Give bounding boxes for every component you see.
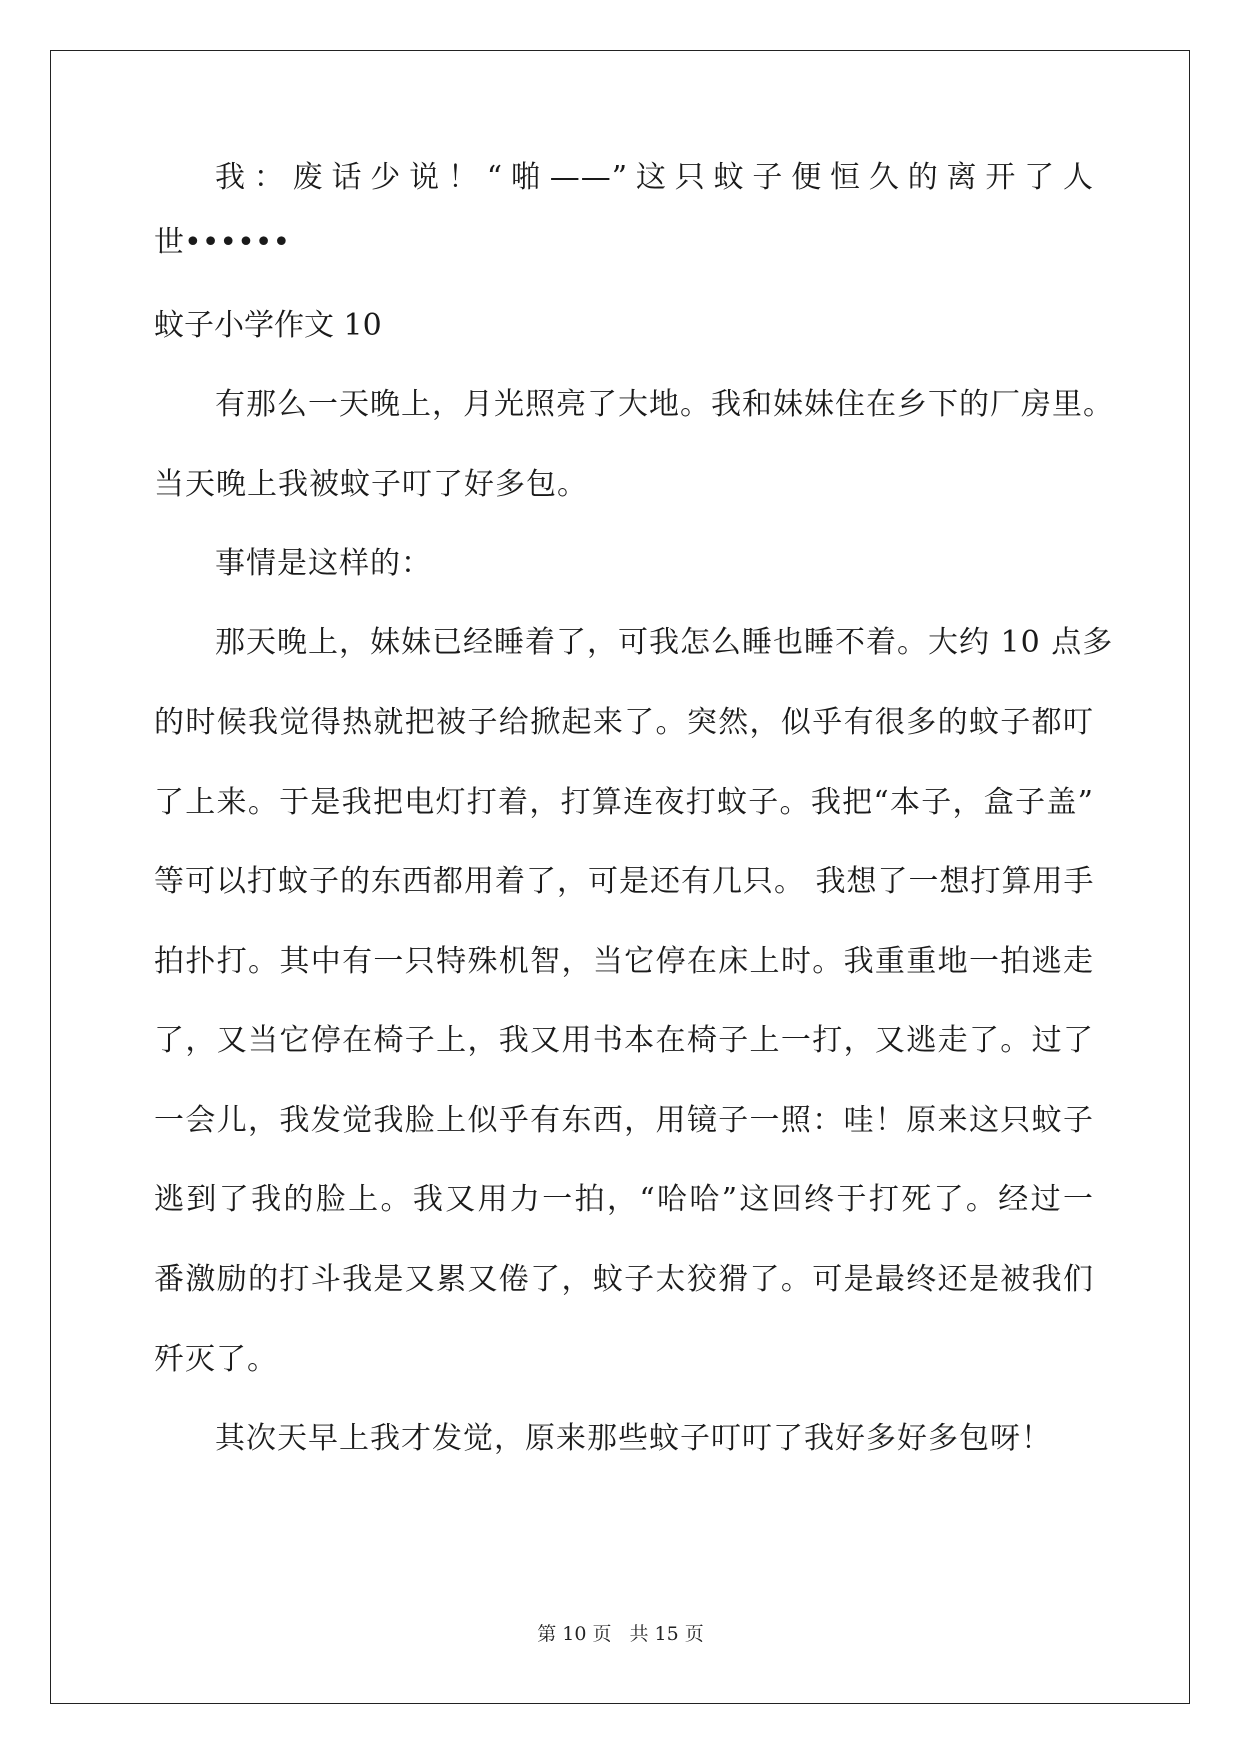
text-line: 番激励的打斗我是又累又倦了，蚊子太狡猾了。可是最终还是被我们 [154,1262,1094,1297]
text-line: 一会儿，我发觉我脸上似乎有东西，用镜子一照：哇！原来这只蚊子 [154,1103,1094,1138]
text-line: 有那么一天晚上，月光照亮了大地。我和妹妹住在乡下的厂房里。 [215,387,1114,422]
text-line: 世•••••• [154,225,291,260]
text-line: 那天晚上，妹妹已经睡着了，可我怎么睡也睡不着。大约 10 点多 [215,625,1114,660]
text-line: 逃到了我的脸上。我又用力一拍，“哈哈”这回终于打死了。经过一 [154,1182,1094,1217]
text-line: 等可以打蚊子的东西都用着了，可是还有几只。 我想了一想打算用手 [154,864,1095,899]
text-line: 我：废话少说！“啪——”这只蚊子便恒久的离开了人 [215,160,1094,195]
text-line: 其次天早上我才发觉，原来那些蚊子叮叮了我好多好多包呀！ [215,1421,1052,1456]
page-footer [0,1622,1241,1646]
text-line: 了，又当它停在椅子上，我又用书本在椅子上一打，又逃走了。过了 [154,1023,1094,1058]
text-line: 歼灭了。 [154,1342,278,1377]
text-line: 了上来。于是我把电灯打着，打算连夜打蚊子。我把“本子，盒子盖” [154,785,1094,820]
text-line: 拍扑打。其中有一只特殊机智，当它停在床上时。我重重地一拍逃走 [154,944,1094,979]
text-line: 事情是这样的： [215,546,432,581]
page-number-total: 共 15 页 [629,1623,704,1645]
section-heading: 蚊子小学作文 10 [154,308,382,343]
text-line: 的时候我觉得热就把被子给掀起来了。突然，似乎有很多的蚊子都叮 [154,705,1094,740]
page-number-current: 第 10 页 [537,1623,612,1645]
text-line: 当天晚上我被蚊子叮了好多包。 [154,467,588,502]
